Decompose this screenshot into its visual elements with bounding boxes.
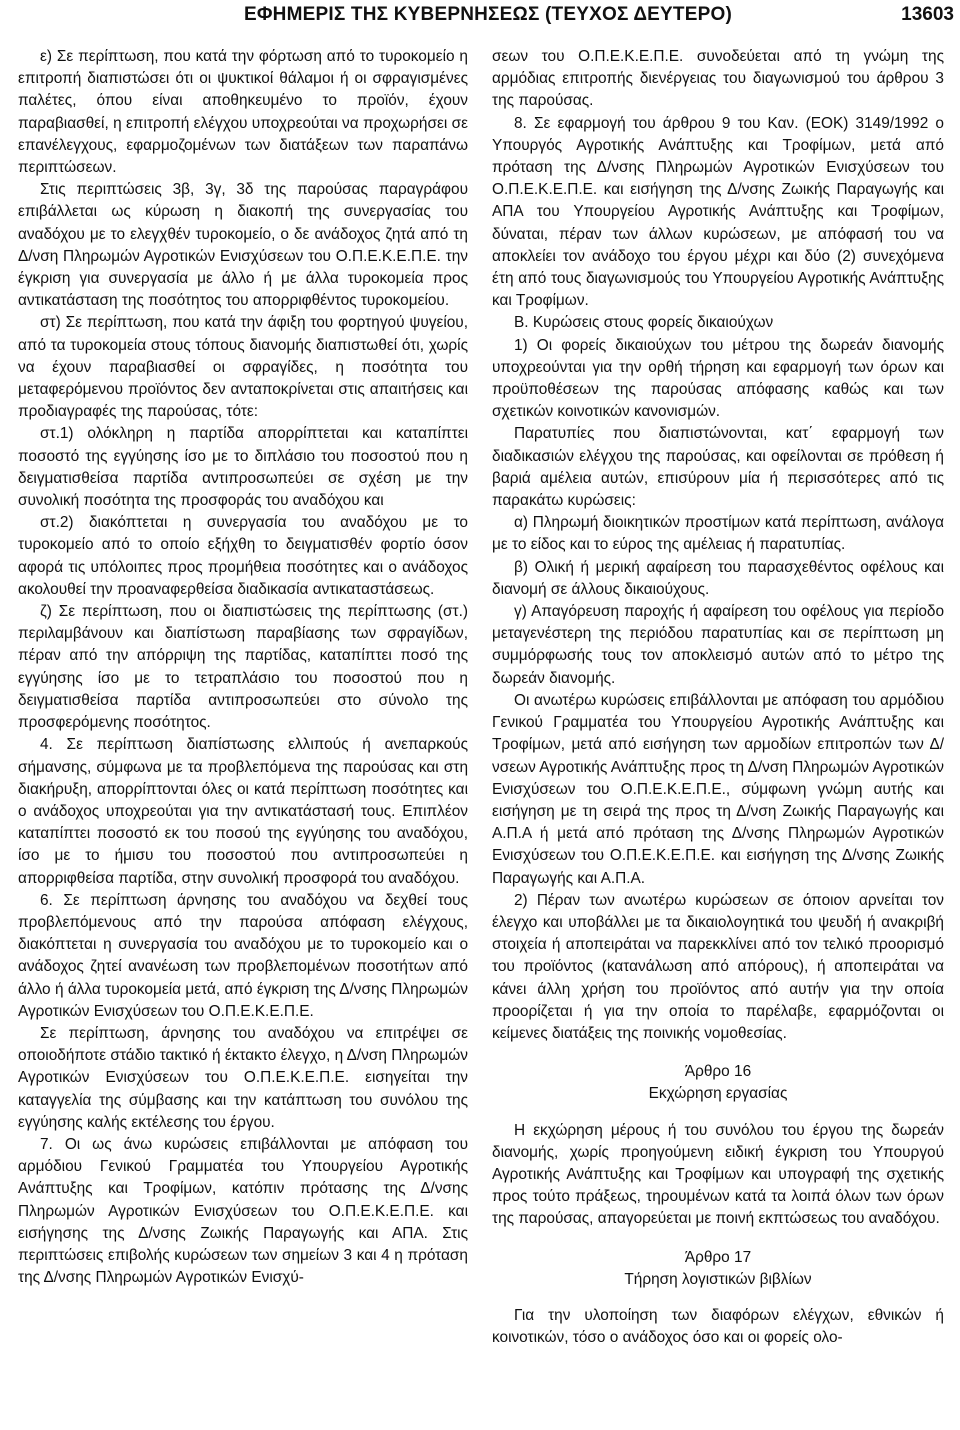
- article-16-number: Άρθρο 16: [684, 1063, 752, 1081]
- paragraph: στ.2) διακόπτεται η συνεργασία του αναδόχου με το τυροκομείο από το οποίο εξήχθη το δειγματισθέν φορτίο όσον αφορά τις υπόλοιπες προς προμήθεια ποσότητες και ο ανάδοχος ακολουθεί την προαναφερθείσα διαδικασία αντικαταστάσεως.: [18, 514, 468, 598]
- left-column: [18, 46, 468, 1289]
- paragraph: Οι ανωτέρω κυρώσεις επιβάλλονται με απόφαση του αρμόδιου Γενικού Γραμματέα του Υπουργείου Αγροτικής Ανάπτυξης και Τροφίμων, μετά από εισήγηση των αρμοδίων επιτροπών των Δ/νσεων Αγροτικής Ανάπτυξης προς τη Δ/νση Πληρωμών Αγροτικών Ενισχύσεων του Ο.Π.Ε.Κ.Ε.Π.Ε., σύμφωνη γνώμη αυτής και εισήγηση με τη σειρά της προς τη Δ/νση Ζωικής Παραγωγής και Α.Π.Α ή μετά από πρόταση της Δ/νσης Πληρωμών Αγροτικών Ενισχύσεων του Ο.Π.Ε.Κ.Ε.Π.Ε. και εισήγηση της Δ/νσης Ζωικής Παραγωγής και Α.Π.Α.: [492, 691, 944, 887]
- paragraph: γ) Απαγόρευση παροχής ή αφαίρεση του οφέλους για περίοδο μεταγενέστερη της περιόδου παρατυπίας και σε περίπτωση μη συμμόρφωσής τους τον αποκλεισμό αυτών από το μέτρο της δωρεάν διανομής.: [492, 603, 944, 687]
- paragraph: 6. Σε περίπτωση άρνησης του αναδόχου να δεχθεί τους προβλεπόμενους από την παρούσα απόφαση ελέγχους, διακόπτεται η συνεργασία του αναδόχου με το τυροκομείο και ο ανάδοχος ζητεί ανανέωση των προβλεπομένων ποσοτήτων από άλλο ή άλλα τυροκομεία μετά, από έγκριση της Δ/νσης Πληρωμών Αγροτικών Ενισχύσεων του Ο.Π.Ε.Κ.Ε.Π.Ε.: [18, 891, 468, 1020]
- paragraph: 2) Πέραν των ανωτέρω κυρώσεων σε όποιον αρνείται τον έλεγχο και υποβάλλει με τα δικαιολογητικά του ψευδή ή ανακριβή στοιχεία ή αποπειράται να παρεκκλίνει από τον τελικό προορισμό του προϊόντος (κατανάλωση από απόρους), ή αποπειράται να κάνει άλλη χρήση του προϊόντος από αυτήν για την οποία προορίζεται ή για την οποία το παρέλαβε, εφαρμόζονται οι κείμενες διατάξεις της ποινικής νομοθεσίας.: [492, 891, 944, 1042]
- article-16-text: Η εκχώρηση μέρους ή του συνόλου του έργου της δωρεάν διανομής, χωρίς προηγούμενη ειδική έγκριση του Υπουργού Αγροτικής Ανάπτυξης και Τροφίμων και υπογραφή της σχετικής προς τούτο πράξεως, τηρουμένων κατά τα λοιπά όλων των όρων της παρούσας, απαγορεύεται με ποινή εκπτώσεως του αναδόχου.: [492, 1121, 944, 1228]
- article-17-title: Τήρηση λογιστικών βιβλίων: [624, 1270, 812, 1288]
- paragraph: στ) Σε περίπτωση, που κατά την άφιξη του φορτηγού ψυγείου, από τα τυροκομεία στους τόπους διανομής διαπιστωθεί ότι, χωρίς να έχουν παραβιασθεί οι σφραγίδες, η ποσότητα του μεταφερόμενου προϊόντος δεν ανταποκρίνεται στις απαιτήσεις και προδιαγραφές της παρούσας, τότε:: [18, 314, 468, 421]
- paragraph: ζ) Σε περίπτωση, που οι διαπιστώσεις της περίπτωσης (στ.) περιλαμβάνουν και διαπίστωση παραβίασης των σφραγίδων, πέραν από την απόρριψη της παρτίδας, καταπίπτει ποσό της εγγύησης ίσο με το τετραπλάσιο του ποσοστού που η δειγματισθείσα παρτίδα αντιπροσωπεύει στο σύνολο της προσφερόμενης ποσότητος.: [18, 603, 468, 732]
- section-heading: Β. Κυρώσεις στους φορείς δικαιούχων: [514, 314, 774, 332]
- paragraph: ε) Σε περίπτωση, που κατά την φόρτωση από το τυροκομείο η επιτροπή διαπιστώσει ότι οι ψυκτικοί θάλαμοι ή οι σφραγισμένες παλέτες, όπου είναι αποθηκευμένο το προϊόν, έχουν παραβιασθεί, η επιτροπή ελέγχου υποχρεούται να προχωρήσει σε επανέλεγχους, εφαρμοζομένων των διατάξεων των παραπάνω περιπτώσεων.: [18, 48, 468, 177]
- paragraph: 4. Σε περίπτωση διαπίστωσης ελλιπούς ή ανεπαρκούς σήμανσης, σύμφωνα με τα προβλεπόμενα της παρούσας και στη διακήρυξη, απορρίπτονται όλες οι κατά περίπτωση ποσότητες και ο ανάδοχος υποχρεούται για την αντικατάστασή τους. Επιπλέον καταπίπτει ποσοστό εκ του ποσού της εγγύησης του αναδόχου, ίσο με το ήμισυ του ποσοστού που αντιπροσωπεύει η απορριφθείσα παρτίδα, στην συνολική προσφορά του αναδόχου.: [18, 736, 468, 887]
- article-17-number: Άρθρο 17: [684, 1248, 752, 1266]
- article-17-text: Για την υλοποίηση των διαφόρων ελέγχων, εθνικών ή κοινοτικών, τόσο ο ανάδοχος όσο και οι φορείς ολο-: [492, 1306, 944, 1347]
- paragraph: α) Πληρωμή διοικητικών προστίμων κατά περίπτωση, ανάλογα με το είδος και το εύρος της αμέλειας ή παρατυπίας.: [492, 514, 944, 554]
- page-number: 13603: [901, 4, 954, 25]
- article-16-title: Εκχώρηση εργασίας: [648, 1085, 788, 1103]
- right-column: [492, 46, 944, 1349]
- spacer: [492, 1106, 944, 1120]
- paragraph: Παρατυπίες που διαπιστώνονται, κατ΄ εφαρμογή των διαδικασιών ελέγχου της παρούσας, και οφείλονται σε πρόθεση ή βαριά αμέλεια αυτών, επισύρουν μία ή περισσότερες από τις παρακάτω κυρώσεις:: [492, 425, 944, 510]
- paragraph: Στις περιπτώσεις 3β, 3γ, 3δ της παρούσας παραγράφου επιβάλλεται ως κύρωση η διακοπή της συνεργασίας του αναδόχου με το ελεγχθέν τυροκομείο, ο δε ανάδοχος ζητά από τη Δ/νση Πληρωμών Αγροτικών Ενισχύσεων του Ο.Π.Ε.Κ.Ε.Π.Ε. την έγκριση για συνεργασία με άλλο ή με άλλα τυροκομεία προς αντικατάσταση της ποσότητος του απορριφθέντος τυροκομείου.: [18, 181, 468, 310]
- spacer: [492, 1291, 944, 1305]
- paragraph: Σε περίπτωση, άρνησης του αναδόχου να επιτρέψει σε οποιοδήποτε στάδιο τακτικό ή έκτακτο έλεγχο, η Δ/νση Πληρωμών Αγροτικών Ενισχύσεων του Ο.Π.Ε.Κ.Ε.Π.Ε. εισηγείται την καταγγελία της σύμβασης και την κατάπτωση του συνόλου της εγγύησης καλής εκτέλεσης του έργου.: [18, 1024, 468, 1131]
- paragraph: 8. Σε εφαρμογή του άρθρου 9 του Καν. (ΕΟΚ) 3149/1992 ο Υπουργός Αγροτικής Ανάπτυξης και Τροφίμων, μετά από πρόταση της Δ/νσης Πληρωμών Αγροτικών Ενισχύσεων του Ο.Π.Ε.Κ.Ε.Π.Ε. και εισήγηση της Δ/νσης Ζωικής Παραγωγής και ΑΠΑ του Υπουργείου Αγροτικής Ανάπτυξης και Τροφίμων, δύναται, πέραν των άλλων κυρώσεων, με απόφασή του να αποκλείει τον ανάδοχο του έργου μέχρι και δύο (2) συνεχόμενα έτη από τους διαγωνισμούς του Υπουργείου Αγροτικής Ανάπτυξης και Τροφίμων.: [492, 114, 944, 310]
- paragraph: β) Ολική ή μερική αφαίρεση του παρασχεθέντος οφέλους και διανομή σε άλλους δικαιούχους.: [492, 558, 944, 598]
- page-header: [0, 0, 960, 34]
- paragraph: σεων του Ο.Π.Ε.Κ.Ε.Π.Ε. συνοδεύεται από τη γνώμη της αρμόδιας επιτροπής διενέργειας του διαγωνισμού του άρθρου 3 της παρούσας.: [492, 48, 944, 110]
- journal-title: ΕΦΗΜΕΡΙΣ ΤΗΣ ΚΥΒΕΡΝΗΣΕΩΣ (ΤΕΥΧΟΣ ΔΕΥΤΕΡΟ): [244, 4, 732, 25]
- paragraph: 1) Οι φορείς δικαιούχων του μέτρου της δωρεάν διανομής υποχρεούνται για την ορθή τήρηση και εφαρμογή των όρων και προϋποθέσεων της παρούσας απόφασης καθώς και των σχετικών κοινοτικών κανονισμών.: [492, 336, 944, 421]
- paragraph: 7. Οι ως άνω κυρώσεις επιβάλλονται με απόφαση του αρμόδιου Γενικού Γραμματέα του Υπουργείου Αγροτικής Ανάπτυξης και Τροφίμων, κατόπιν πρότασης της Δ/νσης Πληρωμών Αγροτικών Ενισχύσεων του Ο.Π.Ε.Κ.Ε.Π.Ε. και εισήγησης της Δ/νσης Ζωικής Παραγωγής και ΑΠΑ. Στις περιπτώσεις επιβολής κυρώσεων των σημείων 3 και 4 η πρόταση της Δ/νσης Πληρωμών Αγροτικών Ενισχύ-: [18, 1135, 468, 1287]
- paragraph: στ.1) ολόκληρη η παρτίδα απορρίπτεται και καταπίπτει ποσοστό της εγγύησης ίσο με το διπλάσιο του ποσοστού που η δειγματισθείσα παρτίδα αντιπροσωπεύει σε σχέση με την συνολική ποσότητα της προσφοράς του αναδόχου και: [18, 425, 468, 510]
